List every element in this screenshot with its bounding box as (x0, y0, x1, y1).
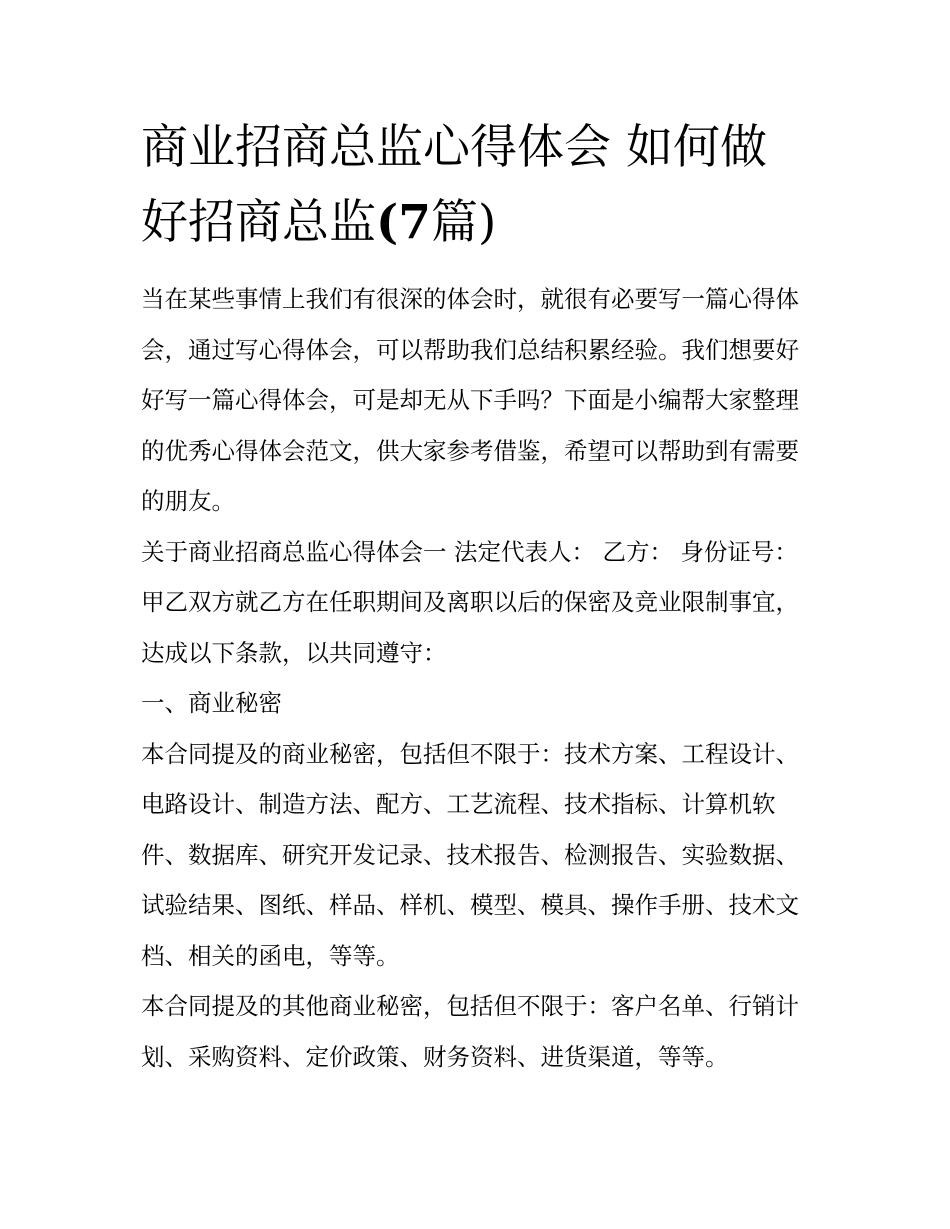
contract-intro-paragraph: 关于商业招商总监心得体会一 法定代表人： 乙方： 身份证号： 甲乙双方就乙方在任职期间及离职以后的保密及竞业限制事宜，达成以下条款，以共同遵守： (141, 537, 799, 667)
document-page (141, 110, 813, 1082)
document-body (141, 274, 813, 1082)
title-suffix: 篇) (430, 195, 497, 250)
document-title (141, 110, 813, 260)
intro-paragraph: 当在某些事情上我们有很深的体会时，就很有必要写一篇心得体会，通过写心得体会，可以帮助我们总结积累经验。我们想要好好写一篇心得体会，可是却无从下手吗？下面是小编帮大家整理的优秀心得体会范文，供大家参考借鉴，希望可以帮助到有需要的朋友。 (141, 285, 799, 515)
title-count: (7 (376, 195, 431, 250)
other-secret-paragraph: 本合同提及的其他商业秘密，包括但不限于：客户名单、行销计划、采购资料、定价政策、财务资料、进货渠道，等等。 (141, 992, 799, 1071)
title-text: 商业招商总监心得体会 如何做好招商总监 (141, 120, 767, 250)
trade-secret-paragraph: 本合同提及的商业秘密，包括但不限于：技术方案、工程设计、电路设计、制造方法、配方、工艺流程、技术指标、计算机软件、数据库、研究开发记录、技术报告、检测报告、实验数据、试验结果、图纸、样品、样机、模型、模具、操作手册、技术文档、相关的函电，等等。 (141, 739, 799, 970)
section-heading: 一、商业秘密 (141, 689, 282, 717)
